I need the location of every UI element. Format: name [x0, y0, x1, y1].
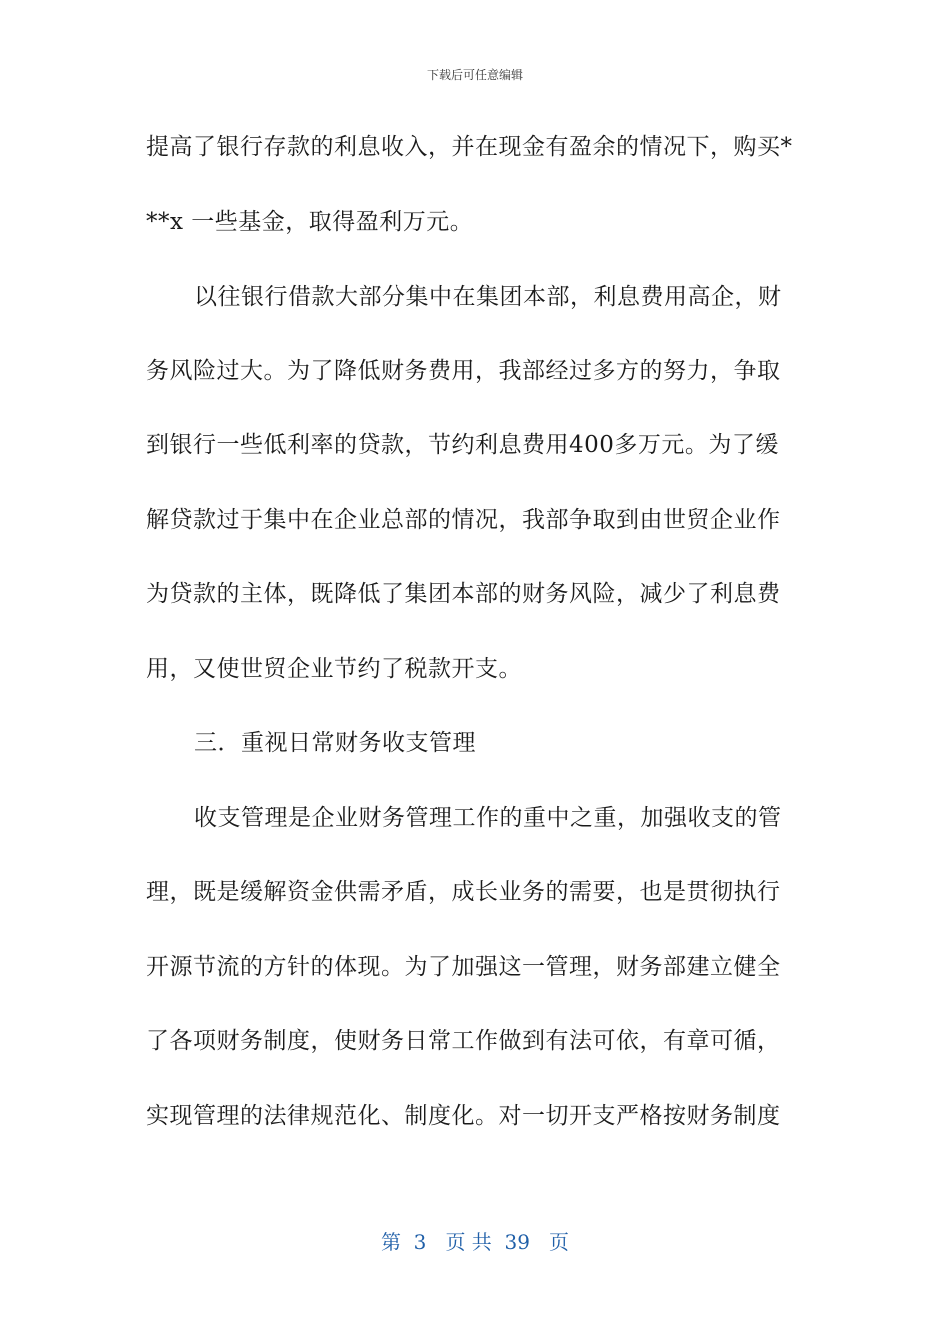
body-line-11: 理，既是缓解资金供需矛盾，成长业务的需要，也是贯彻执行: [146, 879, 781, 905]
body-line-10: 收支管理是企业财务管理工作的重中之重，加强收支的管: [194, 805, 782, 831]
body-line-12: 开源节流的方针的体现。为了加强这一管理，财务部建立健全: [146, 954, 781, 980]
page-footer: 第 3 页 共 39 页: [380, 1230, 570, 1254]
body-line-8: 用，又使世贸企业节约了税款开支。: [146, 656, 522, 682]
body-line-4: 务风险过大。为了降低财务费用，我部经过多方的努力，争取: [146, 358, 781, 384]
body-line-13: 了各项财务制度，使财务日常工作做到有法可依，有章可循，: [146, 1028, 781, 1054]
body-line-2: **x 一些基金，取得盈利万元。: [146, 209, 474, 235]
body-line-3: 以往银行借款大部分集中在集团本部，利息费用高企，财: [194, 284, 782, 310]
body-line-7: 为贷款的主体，既降低了集团本部的财务风险，减少了利息费: [146, 581, 781, 607]
body-line-6: 解贷款过于集中在企业总部的情况，我部争取到由世贸企业作: [146, 507, 781, 533]
section-heading: 三．重视日常财务收支管理: [194, 730, 476, 756]
body-line-14: 实现管理的法律规范化、制度化。对一切开支严格按财务制度: [146, 1103, 781, 1129]
page-header: 下载后可任意编辑: [426, 68, 523, 82]
body-line-1: 提高了银行存款的利息收入，并在现金有盈余的情况下，购买*: [146, 134, 793, 160]
body-line-5: 到银行一些低利率的贷款，节约利息费用400多万元。为了缓: [146, 432, 779, 458]
